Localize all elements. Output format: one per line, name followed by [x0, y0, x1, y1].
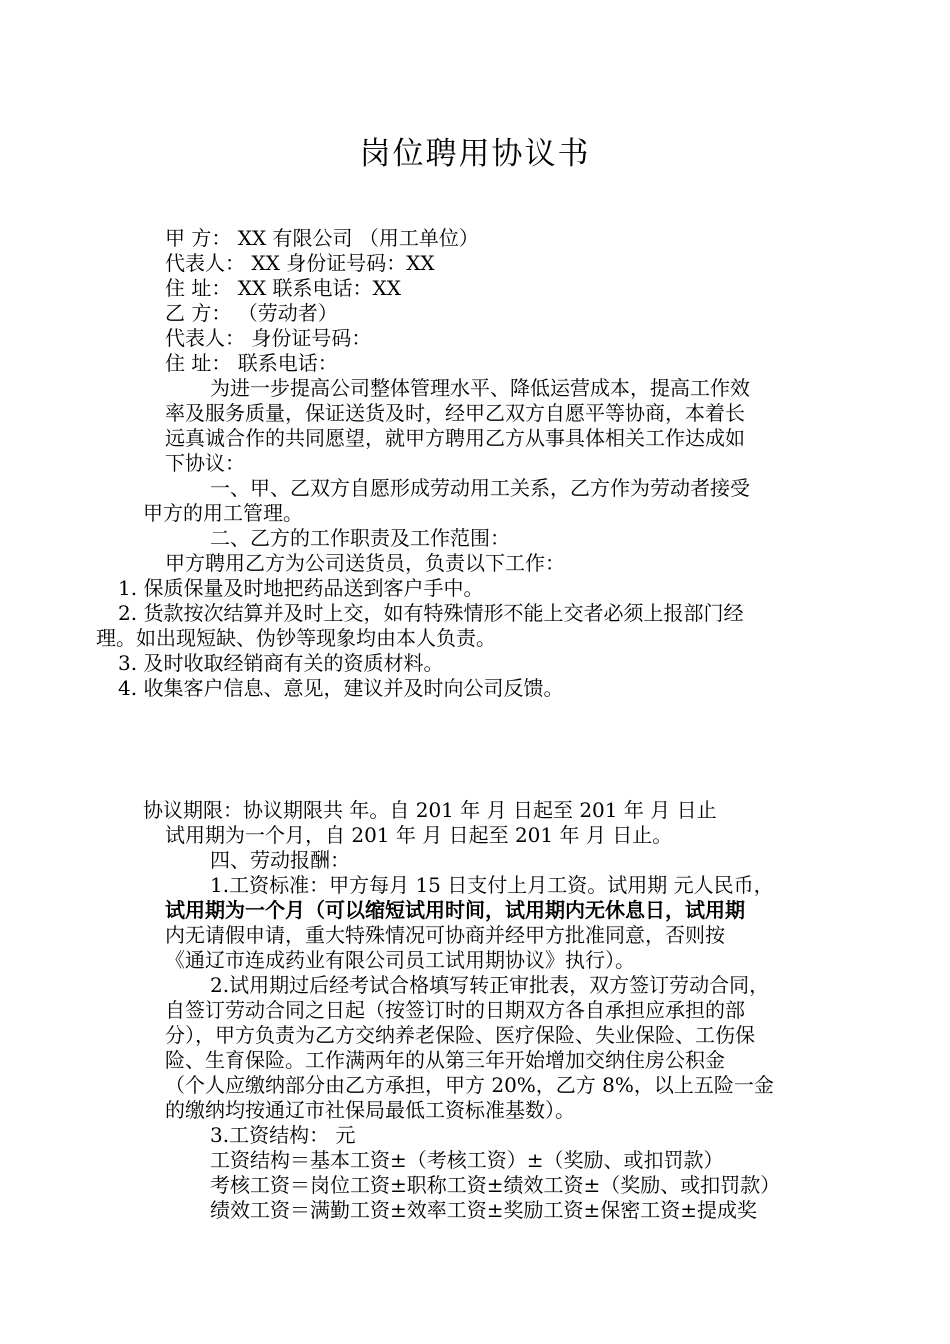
- clause-2-sub: 甲方聘用乙方为公司送货员，负责以下工作：: [165, 551, 565, 575]
- salary-paragraph-1: 1.工资标准：甲方每月 15 日支付上月工资。试用期 元人民币，: [210, 873, 774, 897]
- intro-line: 远真诚合作的共同愿望，就甲方聘用乙方从事具体相关工作达成如: [165, 426, 745, 450]
- term-line-1: 协议期限：协议期限共 年。自 201 年 月 日起至 201 年 月 日止: [143, 798, 717, 822]
- party-b-name: 乙 方： （劳动者）: [165, 301, 338, 325]
- salary-paragraph-1: 内无请假申请，重大特殊情况可协商并经甲方批准同意，否则按: [165, 923, 725, 947]
- salary-paragraph-2: 险、生育保险。工作满两年的从第三年开始增加交纳住房公积金: [165, 1048, 725, 1072]
- clause-1-line: 甲方的用工管理。: [143, 501, 303, 525]
- term-line-2: 试用期为一个月，自 201 年 月 日起至 201 年 月 日止。: [165, 823, 673, 847]
- intro-line: 下协议：: [165, 451, 245, 475]
- duty-item-2-cont: 理。如出现短缺、伪钞等现象均由本人负责。: [96, 626, 496, 650]
- salary-formula: 绩效工资＝满勤工资±效率工资±奖励工资±保密工资±提成奖: [210, 1198, 758, 1222]
- clause-2-heading: 二、乙方的工作职责及工作范围：: [210, 526, 510, 550]
- salary-paragraph-1: 《通辽市连成药业有限公司员工试用期协议》执行）。: [165, 948, 635, 972]
- salary-formula: 工资结构＝基本工资±（考核工资）±（奖励、或扣罚款）: [210, 1148, 724, 1172]
- salary-paragraph-2: 2.试用期过后经考试合格填写转正审批表，双方签订劳动合同，: [210, 973, 770, 997]
- clause-4-heading: 四、劳动报酬：: [210, 848, 350, 872]
- salary-formula: 考核工资＝岗位工资±职称工资±绩效工资±（奖励、或扣罚款）: [210, 1173, 781, 1197]
- duty-item-2: 2. 货款按次结算并及时上交，如有特殊情形不能上交者必须上报部门经: [118, 601, 744, 625]
- intro-line: 为进一步提高公司整体管理水平、降低运营成本，提高工作效: [210, 376, 750, 400]
- salary-structure-heading: 3.工资结构： 元: [210, 1123, 356, 1147]
- salary-paragraph-2: 分），甲方负责为乙方交纳养老保险、医疗保险、失业保险、工伤保: [165, 1023, 755, 1047]
- party-b-address: 住 址： 联系电话：: [165, 351, 338, 375]
- duty-item-1: 1. 保质保量及时地把药品送到客户手中。: [118, 576, 484, 600]
- intro-line: 率及服务质量，保证送货及时，经甲乙双方自愿平等协商，本着长: [165, 401, 745, 425]
- salary-paragraph-2: （个人应缴纳部分由乙方承担，甲方 20%，乙方 8%，以上五险一金: [165, 1073, 774, 1097]
- party-a-address: 住 址： XX 联系电话：XX: [165, 276, 402, 300]
- salary-paragraph-2: 的缴纳均按通辽市社保局最低工资标准基数）。: [165, 1098, 575, 1122]
- duty-item-3: 3. 及时收取经销商有关的资质材料。: [118, 651, 444, 675]
- clause-1-line: 一、甲、乙双方自愿形成劳动用工关系，乙方作为劳动者接受: [210, 476, 750, 500]
- document-title: 岗位聘用协议书: [359, 136, 591, 172]
- party-a-representative: 代表人： XX 身份证号码：XX: [165, 251, 435, 275]
- party-a-name: 甲 方： XX 有限公司 （用工单位）: [165, 226, 479, 250]
- party-b-representative: 代表人： 身份证号码：: [165, 326, 372, 350]
- duty-item-4: 4. 收集客户信息、意见，建议并及时向公司反馈。: [118, 676, 564, 700]
- salary-paragraph-2: 自签订劳动合同之日起（按签订时的日期双方各自承担应承担的部: [165, 998, 745, 1022]
- salary-paragraph-1: 试用期为一个月（可以缩短试用时间，试用期内无休息日，试用期: [165, 898, 745, 922]
